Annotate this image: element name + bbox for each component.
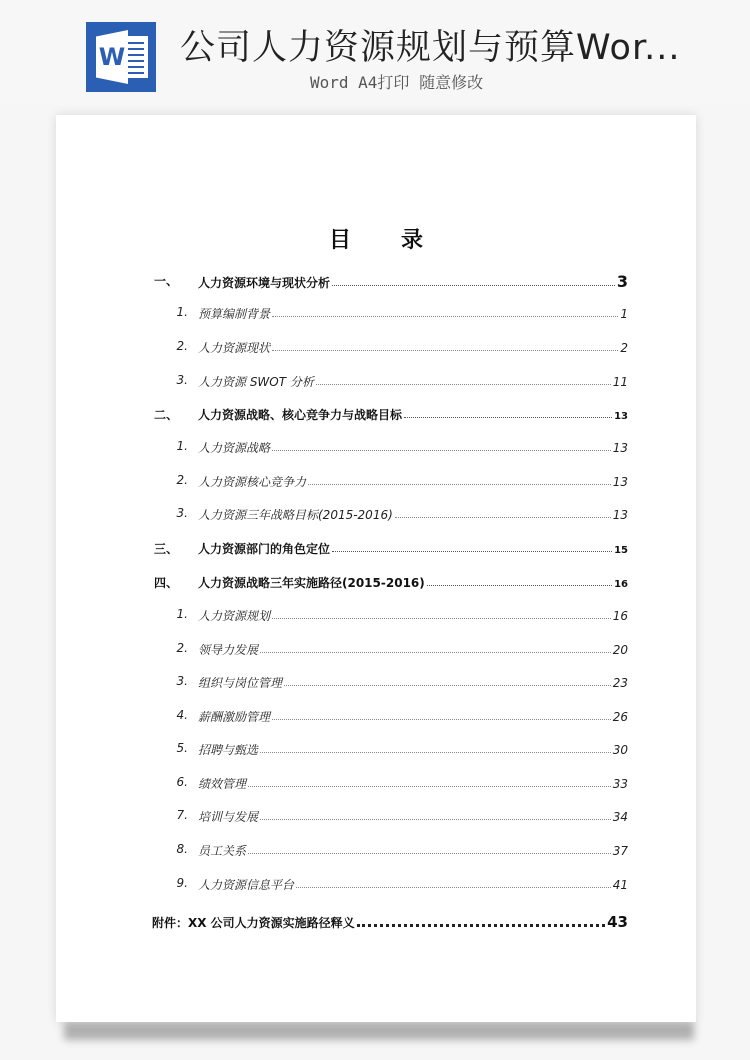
toc-entry-line: [198, 741, 628, 758]
toc-entry-line: [198, 775, 628, 792]
toc-entry[interactable]: [56, 437, 696, 457]
toc-leader-dots: [260, 752, 611, 753]
word-icon-letter: W: [98, 43, 126, 71]
toc-entry-page[interactable]: 3: [616, 272, 628, 291]
toc-entry-title[interactable]: 人力资源 SWOT 分析: [198, 375, 314, 389]
toc-leader-dots: [332, 551, 612, 552]
toc-leader-dots: [272, 316, 618, 317]
toc-appendix-entry[interactable]: [56, 913, 696, 933]
toc-entry-title[interactable]: 人力资源规划: [198, 609, 271, 623]
toc-entry-line: [198, 540, 628, 557]
toc-entry-title[interactable]: 培训与发展: [198, 810, 259, 824]
toc-entry[interactable]: [56, 840, 696, 860]
toc-entry-title[interactable]: 人力资源核心竞争力: [198, 475, 307, 489]
toc-entry-number: 8.: [176, 842, 188, 856]
toc-entry[interactable]: [56, 605, 696, 625]
toc-entry-number: 3.: [176, 506, 188, 520]
toc-entry[interactable]: [56, 538, 696, 558]
toc-entry-number: 9.: [176, 876, 188, 890]
document-title: 公司人力资源规划与预算Wor...: [180, 28, 681, 68]
toc-leader-dots: [260, 819, 611, 820]
toc-entry-page[interactable]: 20: [612, 643, 628, 657]
toc-entry[interactable]: [56, 504, 696, 524]
toc-entry-title[interactable]: 人力资源信息平台: [198, 878, 295, 892]
toc-entry-line: [198, 272, 628, 291]
toc-entry-number: 5.: [176, 741, 188, 755]
toc-leader-dots: [248, 853, 611, 854]
toc-entry-title[interactable]: 薪酬激励管理: [198, 710, 271, 724]
toc-entry[interactable]: [56, 371, 696, 391]
toc-entry-title[interactable]: 员工关系: [198, 844, 247, 858]
toc-entry-title[interactable]: 人力资源环境与现状分析: [198, 276, 331, 290]
toc-leader-dots: [272, 618, 611, 619]
toc-entry-line: [198, 708, 628, 725]
toc-entry-page[interactable]: 13: [612, 475, 628, 489]
toc-leader-dots: [357, 924, 605, 927]
toc-entry-line: [198, 607, 628, 624]
toc-entry-page[interactable]: 30: [612, 743, 628, 757]
toc-leader-dots: [272, 450, 611, 451]
toc-entry-number: 1.: [176, 439, 188, 453]
toc-entry-number: 二、: [154, 408, 179, 422]
toc-entry[interactable]: [56, 806, 696, 826]
appendix-page[interactable]: 43: [607, 913, 628, 931]
toc-leader-dots: [316, 384, 611, 385]
toc-entry-line: [198, 574, 628, 591]
toc-entry[interactable]: [56, 706, 696, 726]
toc-leader-dots: [248, 786, 611, 787]
word-document-icon: [86, 22, 156, 92]
toc-entry-line: [198, 506, 628, 523]
toc-leader-dots: [427, 585, 612, 586]
toc-entry-page[interactable]: 1: [620, 307, 628, 321]
toc-entry-page[interactable]: 16: [614, 579, 628, 590]
toc-leader-dots: [296, 887, 611, 888]
toc-entry-number: 四、: [154, 576, 179, 590]
toc-entry-page[interactable]: 13: [614, 411, 628, 422]
toc-entry-line: [198, 674, 628, 691]
toc-leader-dots: [272, 350, 618, 351]
toc-entry-page[interactable]: 34: [612, 810, 628, 824]
toc-entry-line: [198, 641, 628, 658]
toc-entry[interactable]: [56, 874, 696, 894]
toc-entry-title[interactable]: 人力资源战略三年实施路径(2015-2016): [198, 576, 425, 590]
toc-entry-title[interactable]: 绩效管理: [198, 777, 247, 791]
toc-entry-title[interactable]: 预算编制背景: [198, 307, 271, 321]
toc-entry-number: 1.: [176, 607, 188, 621]
toc-entry-page[interactable]: 13: [612, 508, 628, 522]
toc-entry-number: 2.: [176, 641, 188, 655]
toc-leader-dots: [260, 652, 611, 653]
toc-entry-number: 2.: [176, 473, 188, 487]
toc-entry-number: 三、: [154, 542, 179, 556]
toc-entry[interactable]: [56, 672, 696, 692]
toc-entry-page[interactable]: 16: [612, 609, 628, 623]
toc-entry-title[interactable]: 领导力发展: [198, 643, 259, 657]
toc-entry-page[interactable]: 37: [612, 844, 628, 858]
toc-leader-dots: [332, 285, 615, 286]
toc-entry-title[interactable]: 人力资源三年战略目标(2015-2016): [198, 508, 393, 522]
toc-heading: 目录: [328, 228, 473, 253]
toc-entry-title[interactable]: 人力资源战略、核心竞争力与战略目标: [198, 408, 403, 422]
toc-entry-line: [198, 339, 628, 356]
toc-leader-dots: [404, 417, 612, 418]
toc-leader-dots: [272, 719, 611, 720]
toc-entry[interactable]: [56, 639, 696, 659]
toc-entry[interactable]: [56, 739, 696, 759]
toc-entry[interactable]: [56, 471, 696, 491]
toc-entry-line: [198, 305, 628, 322]
toc-entry-title[interactable]: 人力资源战略: [198, 441, 271, 455]
toc-entry-line: [198, 842, 628, 859]
toc-entry[interactable]: [56, 404, 696, 424]
toc-entry-number: 3.: [176, 674, 188, 688]
toc-entry-number: 1.: [176, 305, 188, 319]
toc-entry-line: [198, 373, 628, 390]
toc-entry-number: 一、: [154, 274, 179, 288]
toc-entry-line: [198, 876, 628, 893]
toc-entry-number: 2.: [176, 339, 188, 353]
toc-entry-page[interactable]: 13: [612, 441, 628, 455]
toc-entry-page[interactable]: 11: [612, 375, 628, 389]
toc-entry-page[interactable]: 2: [620, 341, 628, 355]
toc-entry-line: [152, 913, 628, 931]
toc-entry-page[interactable]: 41: [612, 878, 628, 892]
toc-entry-title[interactable]: 人力资源现状: [198, 341, 271, 355]
toc-entry-number: 3.: [176, 373, 188, 387]
document-subtitle: Word A4打印 随意修改: [310, 73, 484, 92]
toc-leader-dots: [308, 484, 611, 485]
toc-leader-dots: [395, 517, 611, 518]
toc-entry-line: [198, 473, 628, 490]
toc-entry[interactable]: [56, 337, 696, 357]
toc-entry[interactable]: [56, 773, 696, 793]
appendix-title[interactable]: 附件：XX 公司人力资源实施路径释义: [152, 916, 355, 930]
toc-entry-title[interactable]: 人力资源部门的角色定位: [198, 542, 331, 556]
page-shadow: [64, 1022, 694, 1040]
toc-entry-line: [198, 439, 628, 456]
header-banner: [0, 0, 750, 105]
toc-entry-page[interactable]: 33: [612, 777, 628, 791]
toc-entry-page[interactable]: 15: [614, 545, 628, 556]
toc-entry[interactable]: [56, 572, 696, 592]
toc-leader-dots: [284, 685, 611, 686]
toc-entry-page[interactable]: 23: [612, 676, 628, 690]
toc-entry-line: [198, 406, 628, 423]
toc-entry[interactable]: [56, 303, 696, 323]
toc-entry-number: 6.: [176, 775, 188, 789]
toc-entry[interactable]: [56, 270, 696, 290]
toc-entry-number: 4.: [176, 708, 188, 722]
document-page: [56, 115, 696, 1022]
toc-entry-title[interactable]: 招聘与甄选: [198, 743, 259, 757]
toc-entry-number: 7.: [176, 808, 188, 822]
toc-entry-title[interactable]: 组织与岗位管理: [198, 676, 283, 690]
toc-entry-page[interactable]: 26: [612, 710, 628, 724]
toc-entry-line: [198, 808, 628, 825]
